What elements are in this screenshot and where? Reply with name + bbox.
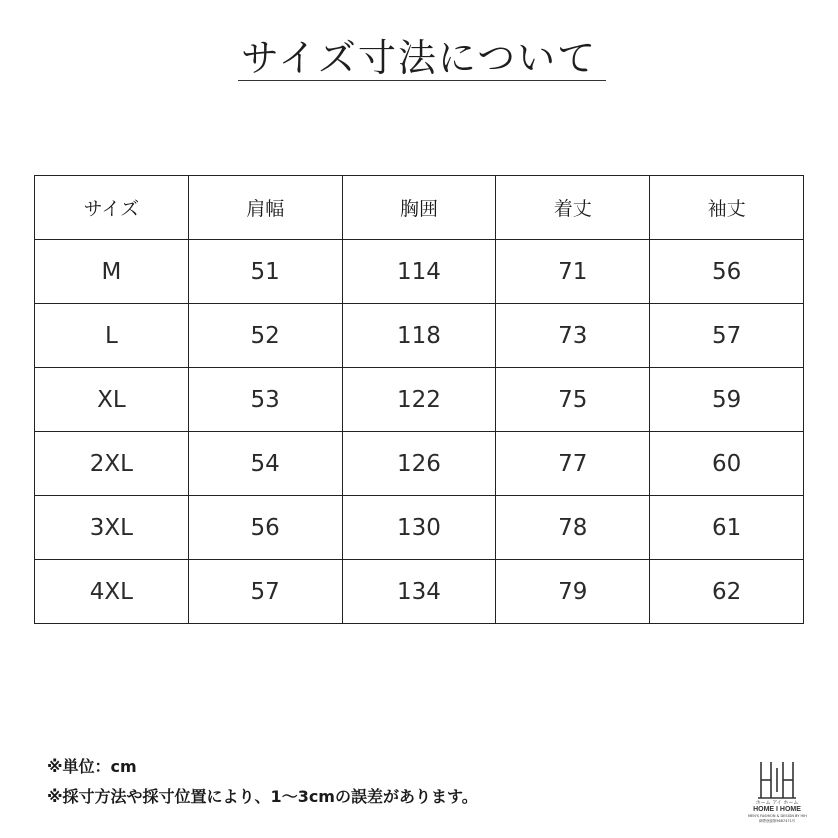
page-title: サイズ寸法について bbox=[240, 36, 598, 80]
logo-registration: 商標登録第5687471号 bbox=[758, 819, 796, 823]
size-chart-table bbox=[34, 175, 804, 624]
table-cell: 51 bbox=[188, 240, 342, 304]
table-cell: 57 bbox=[188, 560, 342, 624]
table-cell: 130 bbox=[342, 496, 496, 560]
table-cell: 56 bbox=[650, 240, 804, 304]
table-row bbox=[35, 304, 804, 368]
table-cell-size: L bbox=[35, 304, 189, 368]
table-cell: 62 bbox=[650, 560, 804, 624]
table-row bbox=[35, 240, 804, 304]
table-row bbox=[35, 368, 804, 432]
table-header-row bbox=[35, 176, 804, 240]
table-cell: 78 bbox=[496, 496, 650, 560]
table-cell: 75 bbox=[496, 368, 650, 432]
table-cell: 126 bbox=[342, 432, 496, 496]
table-cell-size: M bbox=[35, 240, 189, 304]
measurement-error-note: ※採寸方法や採寸位置により、1～3cmの誤差があります。 bbox=[47, 787, 478, 806]
table-cell: 57 bbox=[650, 304, 804, 368]
title-underline bbox=[238, 80, 606, 81]
unit-note: ※単位：cm bbox=[47, 757, 137, 776]
table-cell-size: XL bbox=[35, 368, 189, 432]
brand-logo bbox=[748, 760, 806, 832]
table-cell: 118 bbox=[342, 304, 496, 368]
table-cell-size: 2XL bbox=[35, 432, 189, 496]
logo-name: HOME I HOME bbox=[753, 806, 801, 813]
table-cell: 73 bbox=[496, 304, 650, 368]
table-row bbox=[35, 432, 804, 496]
table-cell: 60 bbox=[650, 432, 804, 496]
table-cell-size: 3XL bbox=[35, 496, 189, 560]
table-cell: 59 bbox=[650, 368, 804, 432]
table-cell-size: 4XL bbox=[35, 560, 189, 624]
header-size: サイズ bbox=[35, 176, 189, 240]
table-cell: 71 bbox=[496, 240, 650, 304]
table-cell: 54 bbox=[188, 432, 342, 496]
table-cell: 122 bbox=[342, 368, 496, 432]
header-sleeve-length: 袖丈 bbox=[650, 176, 804, 240]
logo-tagline: MEN'S FASHION & DESIGN BY HIH bbox=[748, 814, 807, 818]
table-cell: 114 bbox=[342, 240, 496, 304]
header-chest: 胸囲 bbox=[342, 176, 496, 240]
table-row bbox=[35, 560, 804, 624]
hih-monogram-logo-icon bbox=[757, 760, 797, 800]
header-shoulder-width: 肩幅 bbox=[188, 176, 342, 240]
table-cell: 53 bbox=[188, 368, 342, 432]
table-cell: 52 bbox=[188, 304, 342, 368]
table-cell: 134 bbox=[342, 560, 496, 624]
table-cell: 56 bbox=[188, 496, 342, 560]
table-cell: 79 bbox=[496, 560, 650, 624]
table-row bbox=[35, 496, 804, 560]
table-cell: 61 bbox=[650, 496, 804, 560]
table-cell: 77 bbox=[496, 432, 650, 496]
logo-kana: ホーム アイ ホーム bbox=[755, 800, 799, 806]
header-length: 着丈 bbox=[496, 176, 650, 240]
